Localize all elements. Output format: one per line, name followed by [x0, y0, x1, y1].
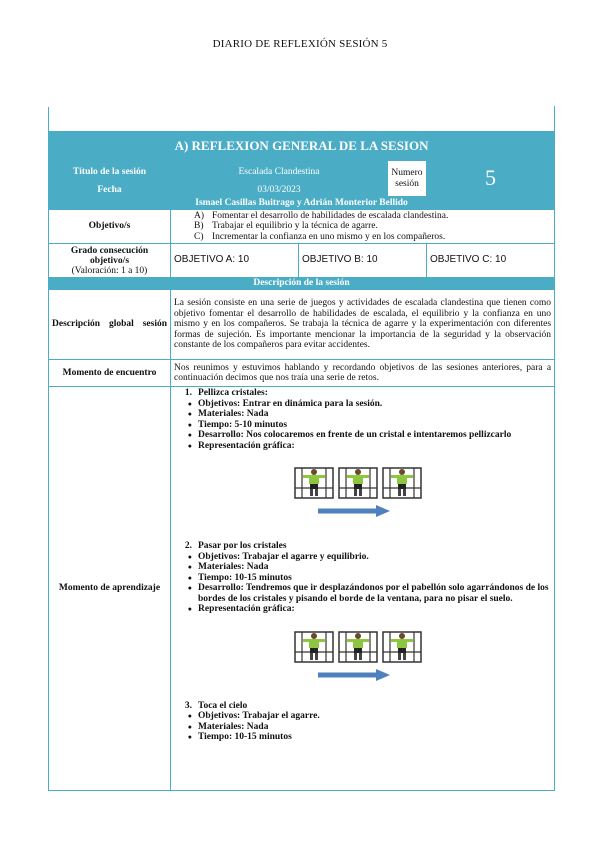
objective-c-score: OBJETIVO C: 10 — [427, 244, 555, 278]
global-description-label: Descripción global sesión — [49, 290, 171, 360]
activity-bullet — [174, 604, 551, 615]
description-header: Descripción de la sesión — [49, 278, 555, 290]
bullet-icon: ● — [187, 441, 192, 450]
activity — [174, 541, 551, 681]
bullet-text: Desarrollo: Tendremos que ir desplazándonos por el pabellón solo agarrándonos de los bordes de los cristales y pisando el borde de la ventana, para no pisar el suelo. — [198, 583, 549, 604]
objective-b-score: OBJETIVO B: 10 — [299, 244, 427, 278]
graphic-representation — [294, 631, 551, 681]
bullet-icon: ● — [187, 605, 192, 613]
activity-title: Toca el cielo — [198, 700, 248, 711]
activity-title: Pellizca cristales: — [198, 388, 268, 398]
bullet-text: Materiales: Nada — [198, 409, 269, 419]
bullet-icon: ● — [187, 573, 192, 582]
bullet-text: Materiales: Nada — [198, 721, 269, 732]
activity-bullet — [174, 732, 551, 743]
bullet-text: Tiempo: 10-15 minutos — [198, 732, 292, 742]
meeting-text: Nos reunimos y estuvimos hablando y recordando objetivos de las sesiones anteriores, para a continuación decimos que nos traía una serie de retos. — [171, 360, 555, 387]
learning-label: Momento de aprendizaje — [49, 387, 171, 791]
objective-text: Trabajar el equilibrio y la técnica de agarre. — [212, 221, 378, 232]
right-arrow-icon — [318, 669, 390, 681]
climber-window-icon — [382, 631, 422, 663]
activity-number: 1. — [184, 388, 192, 398]
date-value: 03/03/2023 — [171, 185, 388, 197]
document-title: DIARIO DE REFLEXIÓN SESIÓN 5 — [212, 38, 388, 50]
graphic-representation — [294, 467, 551, 517]
bullet-icon: ● — [187, 733, 192, 741]
activity — [174, 388, 551, 517]
bullet-icon: ● — [187, 722, 192, 731]
bullet-text: Representación gráfica: — [198, 440, 295, 451]
session-number-value: 5 — [427, 161, 555, 197]
objective-marker: C) — [194, 231, 204, 242]
objective-a-score: OBJETIVO A: 10 — [171, 244, 299, 278]
learning-content — [171, 387, 555, 791]
objectives-label: Objetivo/s — [49, 210, 171, 244]
climber-window-icon — [338, 631, 378, 663]
bullet-icon: ● — [187, 712, 192, 720]
bullet-text: Tiempo: 5-10 minutos — [198, 419, 288, 430]
objective-text: Incrementar la confianza en uno mismo y en los compañeros. — [212, 231, 446, 242]
objective-marker: A) — [194, 210, 205, 221]
objective-text: Fomentar el desarrollo de habilidades de escalada clandestina. — [212, 210, 449, 221]
activity-bullet — [174, 583, 551, 604]
activity-bullet — [174, 441, 551, 452]
bullet-text: Tiempo: 10-15 minutos — [198, 572, 292, 583]
bullet-text: Representación gráfica: — [198, 604, 295, 614]
climbers-illustration — [294, 631, 422, 663]
climber-window-icon — [294, 631, 334, 663]
bullet-text: Desarrollo: Nos colocaremos en frente de un cristal e intentaremos pellizcarlo — [198, 430, 512, 440]
climber-window-icon — [382, 467, 422, 499]
activity-bullet — [174, 711, 551, 722]
activity-heading — [174, 701, 551, 712]
bullet-icon: ● — [187, 399, 192, 408]
climber-window-icon — [294, 467, 334, 499]
activity-title: Pasar por los cristales — [198, 541, 287, 551]
objective-item — [194, 232, 551, 243]
bullet-icon: ● — [187, 431, 192, 439]
activity-bullet — [174, 722, 551, 733]
bullet-text: Objetivos: Entrar en dinámica para la sesión. — [198, 398, 383, 409]
bullet-text: Materiales: Nada — [198, 562, 269, 572]
activity-bullet — [174, 409, 551, 420]
objective-item — [194, 221, 551, 232]
bullet-text: Objetivos: Trabajar el agarre y equilibrio. — [198, 551, 369, 562]
section-a-header: A) REFLEXION GENERAL DE LA SESION — [49, 132, 555, 161]
activity-bullet — [174, 573, 551, 584]
objective-marker: B) — [194, 221, 204, 232]
activities-list — [174, 388, 551, 743]
bullet-text: Objetivos: Trabajar el agarre. — [198, 711, 320, 721]
right-arrow-icon — [318, 505, 390, 517]
objective-item — [194, 211, 551, 222]
climbers-illustration — [294, 467, 422, 499]
activity-number: 2. — [184, 541, 192, 551]
bullet-icon: ● — [187, 410, 192, 418]
activity-bullet — [174, 552, 551, 563]
activity-number: 3. — [184, 700, 192, 711]
date-label: Fecha — [49, 185, 171, 197]
bullet-icon: ● — [187, 563, 192, 571]
climber-window-icon — [338, 467, 378, 499]
session-number-label: Numero sesión — [388, 161, 427, 197]
activity-bullet — [174, 430, 551, 441]
bullet-icon: ● — [187, 584, 192, 592]
activity-bullet — [174, 399, 551, 410]
authors: Ismael Casillas Buitrago y Adrián Monterior Bellido — [49, 197, 555, 210]
bullet-icon: ● — [187, 552, 192, 561]
bullet-icon: ● — [187, 420, 192, 429]
reflection-table — [48, 106, 555, 791]
activity-heading — [174, 388, 551, 399]
session-title-label: Título de la sesión — [49, 161, 171, 185]
activity-bullet — [174, 420, 551, 431]
activity — [174, 701, 551, 743]
session-title-value: Escalada Clandestina — [171, 161, 388, 185]
achievement-label: Grado consecución objetivo/s (Valoración: 1 a 10) — [49, 244, 171, 278]
meeting-label: Momento de encuentro — [49, 360, 171, 387]
global-description-text: La sesión consiste en una serie de juegos y actividades de escalada clandestina que tienen como objetivo fomentar el desarrollo de habilidades de escalada, el equilibrio y la confianza en uno mismo y en los compañeros. Se trabaja la técnica de agarre y la experimentación con diferentes formas de sujeción. Es importante mencionar la importancia de la seguridad y la observación constante de los compañeros para evitar accidentes. — [171, 290, 555, 360]
objectives-list — [171, 210, 555, 244]
activity-bullet — [174, 562, 551, 573]
activity-heading — [174, 541, 551, 552]
